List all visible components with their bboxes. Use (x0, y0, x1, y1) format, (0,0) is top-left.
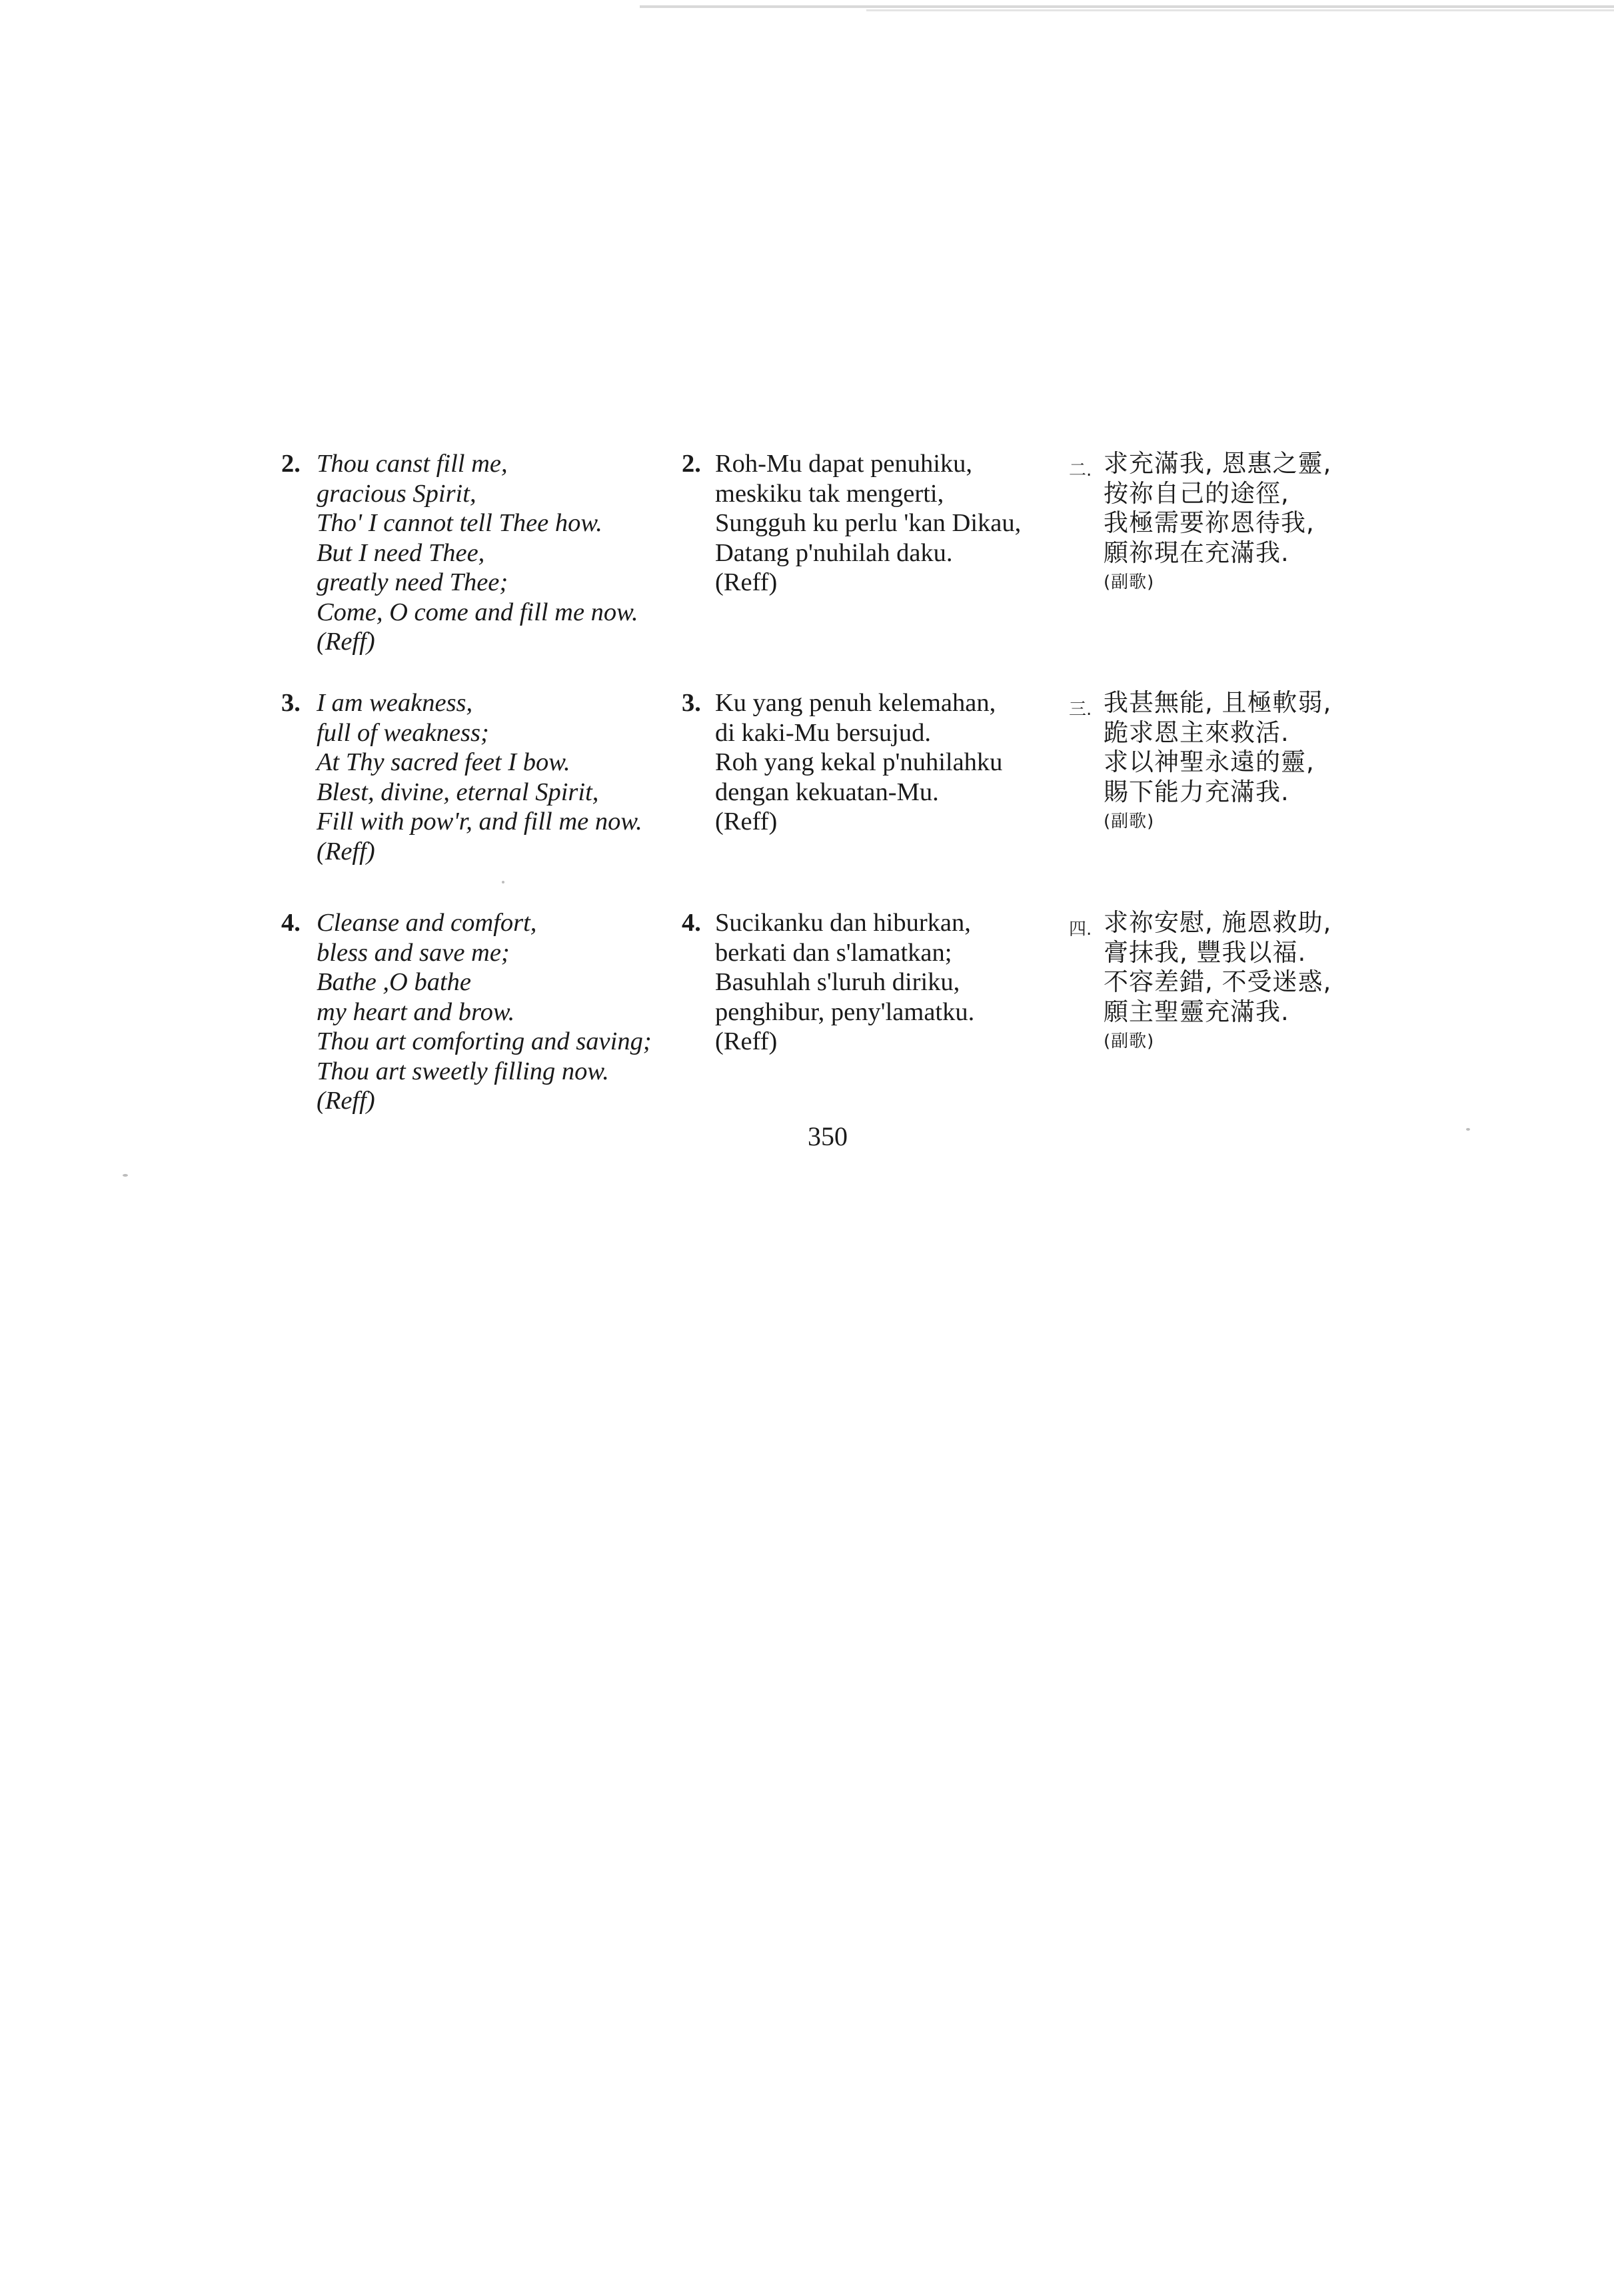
verse-line: Roh-Mu dapat penuhiku, (715, 450, 973, 478)
verse-line: bless and save me; (317, 938, 510, 967)
verse-line: dengan kekuatan-Mu. (715, 778, 939, 806)
page-number: 350 (808, 1121, 848, 1151)
scan-speck (502, 881, 504, 883)
verse-line: Thou art comforting and saving; (317, 1027, 652, 1055)
verse-lines (317, 449, 638, 657)
verse-line: berkati dan s'lamatkan; (715, 938, 952, 967)
verse-line: At Thy sacred feet I bow. (317, 748, 570, 776)
scan-speck (1466, 1128, 1470, 1131)
refrain-label: (副歌) (1104, 572, 1155, 592)
verse-line: Tho' I cannot tell Thee how. (317, 509, 602, 537)
verse-line: (Reff) (715, 808, 778, 836)
verse-line: Fill with pow'r, and fill me now. (317, 808, 642, 836)
verse-lines (317, 688, 642, 866)
verse-lines (317, 908, 652, 1116)
verse-line: 跪求恩主來救活. (1104, 718, 1289, 747)
refrain-label: (副歌) (1104, 812, 1155, 832)
verse-number: 3. (281, 689, 301, 717)
verse-line: Come, O come and fill me now. (317, 598, 638, 626)
verse-line: 願祢現在充滿我. (1104, 538, 1289, 567)
verse-number: 四. (1069, 919, 1092, 939)
verse-line: gracious Spirit, (317, 479, 476, 508)
verse-lines (1104, 449, 1331, 598)
verse-line: (Reff) (317, 837, 375, 865)
verse-number: 4. (682, 909, 701, 937)
verse-line: penghibur, peny'lamatku. (715, 997, 975, 1026)
verse-line: 求以神聖永遠的靈, (1104, 748, 1315, 776)
verse-line: 我極需要祢恩待我, (1104, 508, 1315, 537)
verse-lines (1104, 688, 1331, 837)
verse-line: Bathe ,O bathe (317, 968, 472, 996)
verse-number: 2. (281, 450, 301, 478)
verse-line: 我甚無能, 且極軟弱, (1104, 688, 1332, 717)
verse-line: full of weakness; (317, 718, 489, 747)
verse-line: Blest, divine, eternal Spirit, (317, 778, 599, 806)
verse-number: 2. (682, 450, 701, 478)
verse-lines (715, 449, 1021, 598)
verse-line: greatly need Thee; (317, 568, 508, 596)
verse-number: 4. (281, 909, 301, 937)
verse-line: Cleanse and comfort, (317, 909, 537, 937)
verse-line: I am weakness, (317, 689, 473, 717)
verse-line: my heart and brow. (317, 997, 515, 1026)
verse-number: 三. (1069, 700, 1092, 720)
verse-line: di kaki-Mu bersujud. (715, 718, 931, 747)
verse-line: Basuhlah s'luruh diriku, (715, 968, 960, 996)
verse-lines (715, 688, 1002, 837)
verse-line: meskiku tak mengerti, (715, 479, 944, 508)
verse-line: But I need Thee, (317, 538, 485, 567)
scan-speck (123, 1174, 128, 1177)
verse-line: (Reff) (317, 1087, 375, 1115)
verse-lines (715, 908, 974, 1057)
verse-line: 按祢自己的途徑, (1104, 478, 1289, 508)
verse-line: 願主聖靈充滿我. (1104, 997, 1289, 1026)
verse-line: 求祢安慰, 施恩救助, (1104, 908, 1332, 937)
verse-line: (Reff) (317, 628, 375, 656)
verse-number: 3. (682, 689, 701, 717)
verse-line: Roh yang kekal p'nuhilahku (715, 748, 1003, 776)
verse-number: 二. (1069, 460, 1092, 480)
verse-line: Thou art sweetly filling now. (317, 1057, 609, 1085)
verse-line: (Reff) (715, 568, 778, 596)
verse-line: 賜下能力充滿我. (1104, 777, 1289, 806)
verse-line: (Reff) (715, 1027, 778, 1055)
verse-lines (1104, 908, 1331, 1057)
scan-edge-line (640, 5, 1614, 8)
verse-line: 求充滿我, 恩惠之靈, (1104, 449, 1332, 478)
verse-line: 膏抹我, 豐我以福. (1104, 937, 1307, 967)
verse-line: Ku yang penuh kelemahan, (715, 689, 996, 717)
verse-line: Sungguh ku perlu 'kan Dikau, (715, 509, 1022, 537)
verse-line: Sucikanku dan hiburkan, (715, 909, 971, 937)
scan-edge-line (866, 9, 1614, 11)
verse-line: Datang p'nuhilah daku. (715, 538, 953, 567)
verse-line: 不容差錯, 不受迷惑, (1104, 967, 1332, 996)
verse-line: Thou canst fill me, (317, 450, 508, 478)
refrain-label: (副歌) (1104, 1031, 1155, 1051)
